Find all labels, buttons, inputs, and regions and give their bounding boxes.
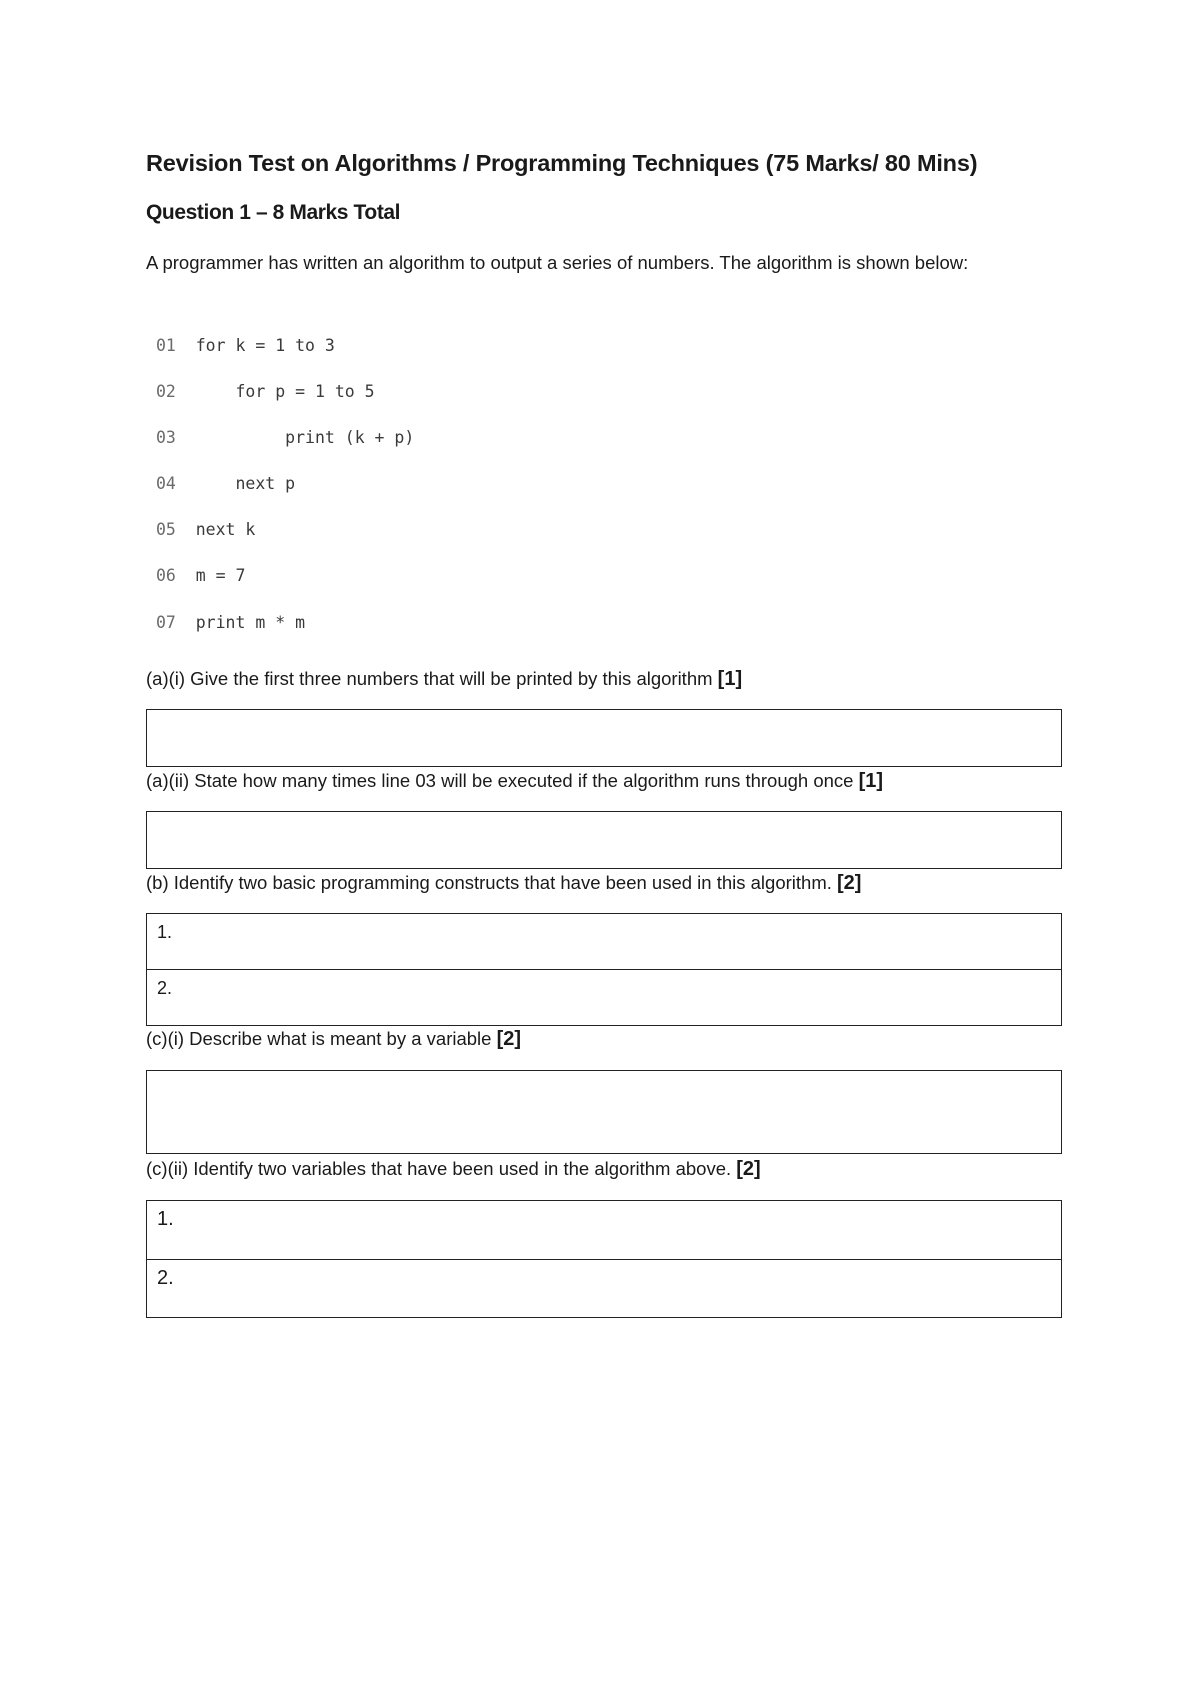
code-line-text: for p = 1 to 5 bbox=[195, 382, 375, 401]
code-line bbox=[156, 382, 375, 401]
code-line-text: print m * m bbox=[195, 613, 306, 632]
answer-box-a-i[interactable] bbox=[146, 709, 1062, 767]
code-line-number: 04 bbox=[156, 474, 176, 493]
code-line bbox=[156, 520, 255, 539]
answer-row-c-ii-1[interactable] bbox=[147, 1201, 1061, 1259]
code-line-number: 01 bbox=[156, 336, 176, 355]
question-c-i bbox=[146, 1028, 521, 1051]
answer-box-c-i[interactable] bbox=[146, 1070, 1062, 1154]
code-line-number: 07 bbox=[156, 613, 176, 632]
answer-row-label: 2. bbox=[157, 1267, 174, 1289]
code-line-text: next k bbox=[195, 520, 256, 539]
answer-row-b-1[interactable] bbox=[147, 914, 1061, 969]
question-heading: Question 1 – 8 Marks Total bbox=[146, 201, 401, 224]
answer-row-c-ii-2[interactable] bbox=[147, 1259, 1061, 1317]
page-title: Revision Test on Algorithms / Programming Techniques (75 Marks/ 80 Mins) bbox=[146, 150, 978, 176]
answer-table-b bbox=[146, 913, 1062, 1026]
code-line bbox=[156, 613, 305, 632]
code-line-text: for k = 1 to 3 bbox=[195, 336, 335, 355]
code-line-number: 06 bbox=[156, 566, 176, 585]
code-line-number: 02 bbox=[156, 382, 176, 401]
question-c-ii bbox=[146, 1158, 761, 1181]
question-c-i-text: (c)(i) Describe what is meant by a variable bbox=[146, 1028, 497, 1049]
question-b-text: (b) Identify two basic programming constructs that have been used in this algorithm. bbox=[146, 872, 838, 893]
question-a-ii-marks: [1] bbox=[858, 770, 884, 792]
answer-box-a-ii[interactable] bbox=[146, 811, 1062, 869]
code-line-text: print (k + p) bbox=[195, 428, 415, 447]
answer-row-label: 1. bbox=[157, 1208, 174, 1230]
question-a-i-marks: [1] bbox=[717, 668, 743, 690]
code-line-text: m = 7 bbox=[195, 566, 246, 585]
question-c-ii-marks: [2] bbox=[736, 1158, 761, 1180]
code-line-number: 03 bbox=[156, 428, 176, 447]
code-line bbox=[156, 474, 295, 493]
intro-paragraph: A programmer has written an algorithm to output a series of numbers. The algorithm is shown below: bbox=[146, 252, 969, 273]
question-a-i bbox=[146, 668, 742, 691]
code-line bbox=[156, 566, 245, 585]
question-a-ii bbox=[146, 770, 883, 793]
answer-row-label: 2. bbox=[157, 978, 173, 998]
answer-row-label: 1. bbox=[157, 922, 173, 942]
code-line bbox=[156, 336, 335, 355]
question-a-i-text: (a)(i) Give the first three numbers that will be printed by this algorithm bbox=[146, 668, 718, 689]
code-line-number: 05 bbox=[156, 520, 176, 539]
answer-row-b-2[interactable] bbox=[147, 969, 1061, 1025]
question-c-ii-text: (c)(ii) Identify two variables that have been used in the algorithm above. bbox=[146, 1158, 737, 1179]
code-line-text: next p bbox=[195, 474, 296, 493]
answer-table-c-ii bbox=[146, 1200, 1062, 1318]
question-b-marks: [2] bbox=[837, 872, 862, 894]
code-line bbox=[156, 428, 414, 447]
question-a-ii-text: (a)(ii) State how many times line 03 will be executed if the algorithm runs through once bbox=[146, 770, 859, 791]
question-c-i-marks: [2] bbox=[496, 1028, 522, 1050]
question-b bbox=[146, 872, 861, 895]
